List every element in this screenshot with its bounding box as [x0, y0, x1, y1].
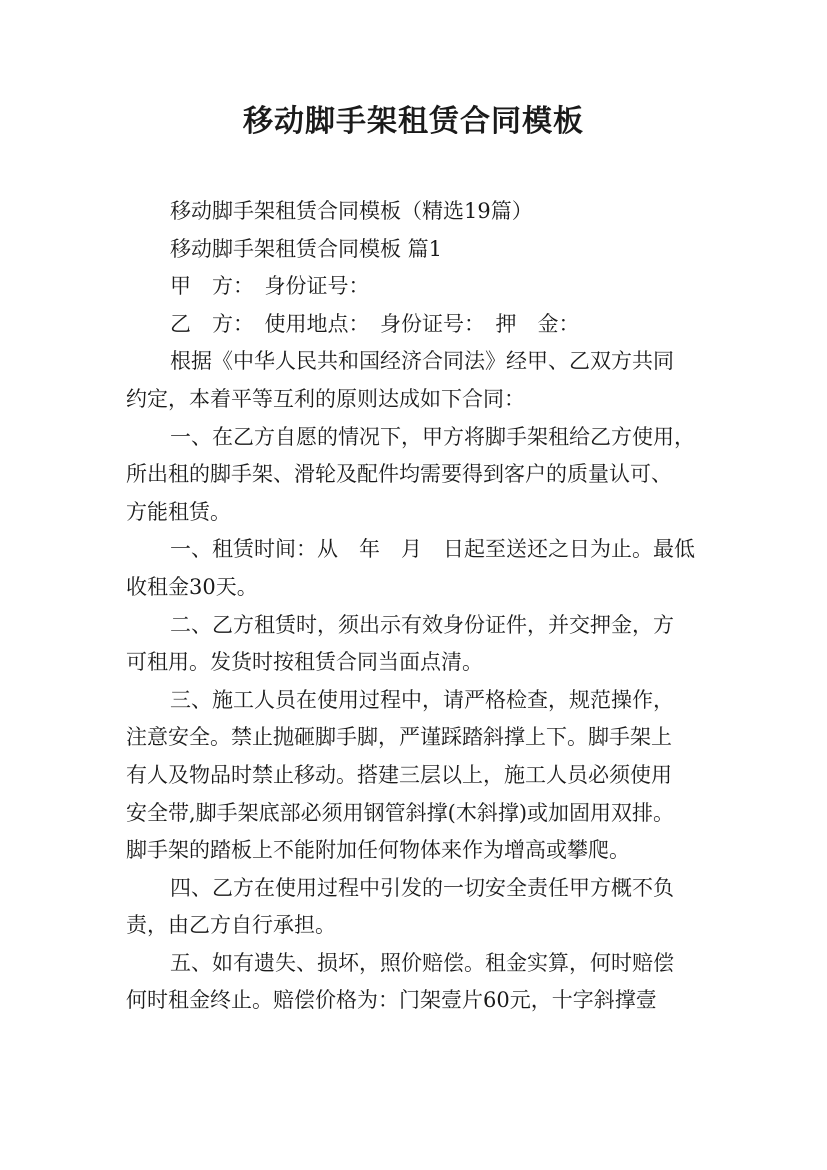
paragraph-line: 一、租赁时间：从 年 月 日起至送还之日为止。最低 — [170, 537, 695, 562]
paragraph-line: 可租用。发货时按租赁合同当面点清。 — [126, 650, 483, 675]
party-b-line: 乙 方： 使用地点： 身份证号： 押 金： — [170, 311, 580, 336]
paragraph-line: 所出租的脚手架、滑轮及配件均需要得到客户的质量认可、 — [126, 462, 672, 487]
paragraph-line: 四、乙方在使用过程中引发的一切安全责任甲方概不负 — [170, 875, 674, 900]
document-body — [126, 193, 716, 1020]
paragraph-line: 何时租金终止。赔偿价格为：门架壹片60元，十字斜撑壹 — [126, 988, 657, 1013]
paragraph-line: 三、施工人员在使用过程中，请严格检查，规范操作， — [170, 687, 674, 712]
paragraph-line: 二、乙方租赁时，须出示有效身份证件，并交押金，方 — [170, 612, 674, 637]
paragraph-line: 约定，本着平等互利的原则达成如下合同： — [126, 386, 525, 411]
paragraph-line: 根据《中华人民共和国经济合同法》经甲、乙双方共同 — [170, 349, 674, 374]
party-a-line: 甲 方： 身份证号： — [170, 274, 370, 299]
paragraph-line: 注意安全。禁止抛砸脚手脚，严谨踩踏斜撑上下。脚手架上 — [126, 725, 672, 750]
section-heading: 移动脚手架租赁合同模板 篇1 — [170, 236, 443, 261]
paragraph-line: 方能租赁。 — [126, 499, 231, 524]
paragraph-line: 一、在乙方自愿的情况下，甲方将脚手架租给乙方使用， — [170, 424, 695, 449]
paragraph-line: 脚手架的踏板上不能附加任何物体来作为增高或攀爬。 — [126, 838, 630, 863]
paragraph-line: 安全带,脚手架底部必须用钢管斜撑(木斜撑)或加固用双排。 — [126, 800, 675, 825]
paragraph-line: 五、如有遗失、损坏，照价赔偿。租金实算，何时赔偿 — [170, 950, 674, 975]
paragraph-line: 有人及物品时禁止移动。搭建三层以上，施工人员必须使用 — [126, 762, 672, 787]
subtitle-line: 移动脚手架租赁合同模板（精选19篇） — [170, 199, 533, 223]
paragraph-line: 责，由乙方自行承担。 — [126, 913, 336, 938]
paragraph-line: 收租金30天。 — [126, 574, 258, 599]
document-title: 移动脚手架租赁合同模板 — [243, 104, 584, 139]
